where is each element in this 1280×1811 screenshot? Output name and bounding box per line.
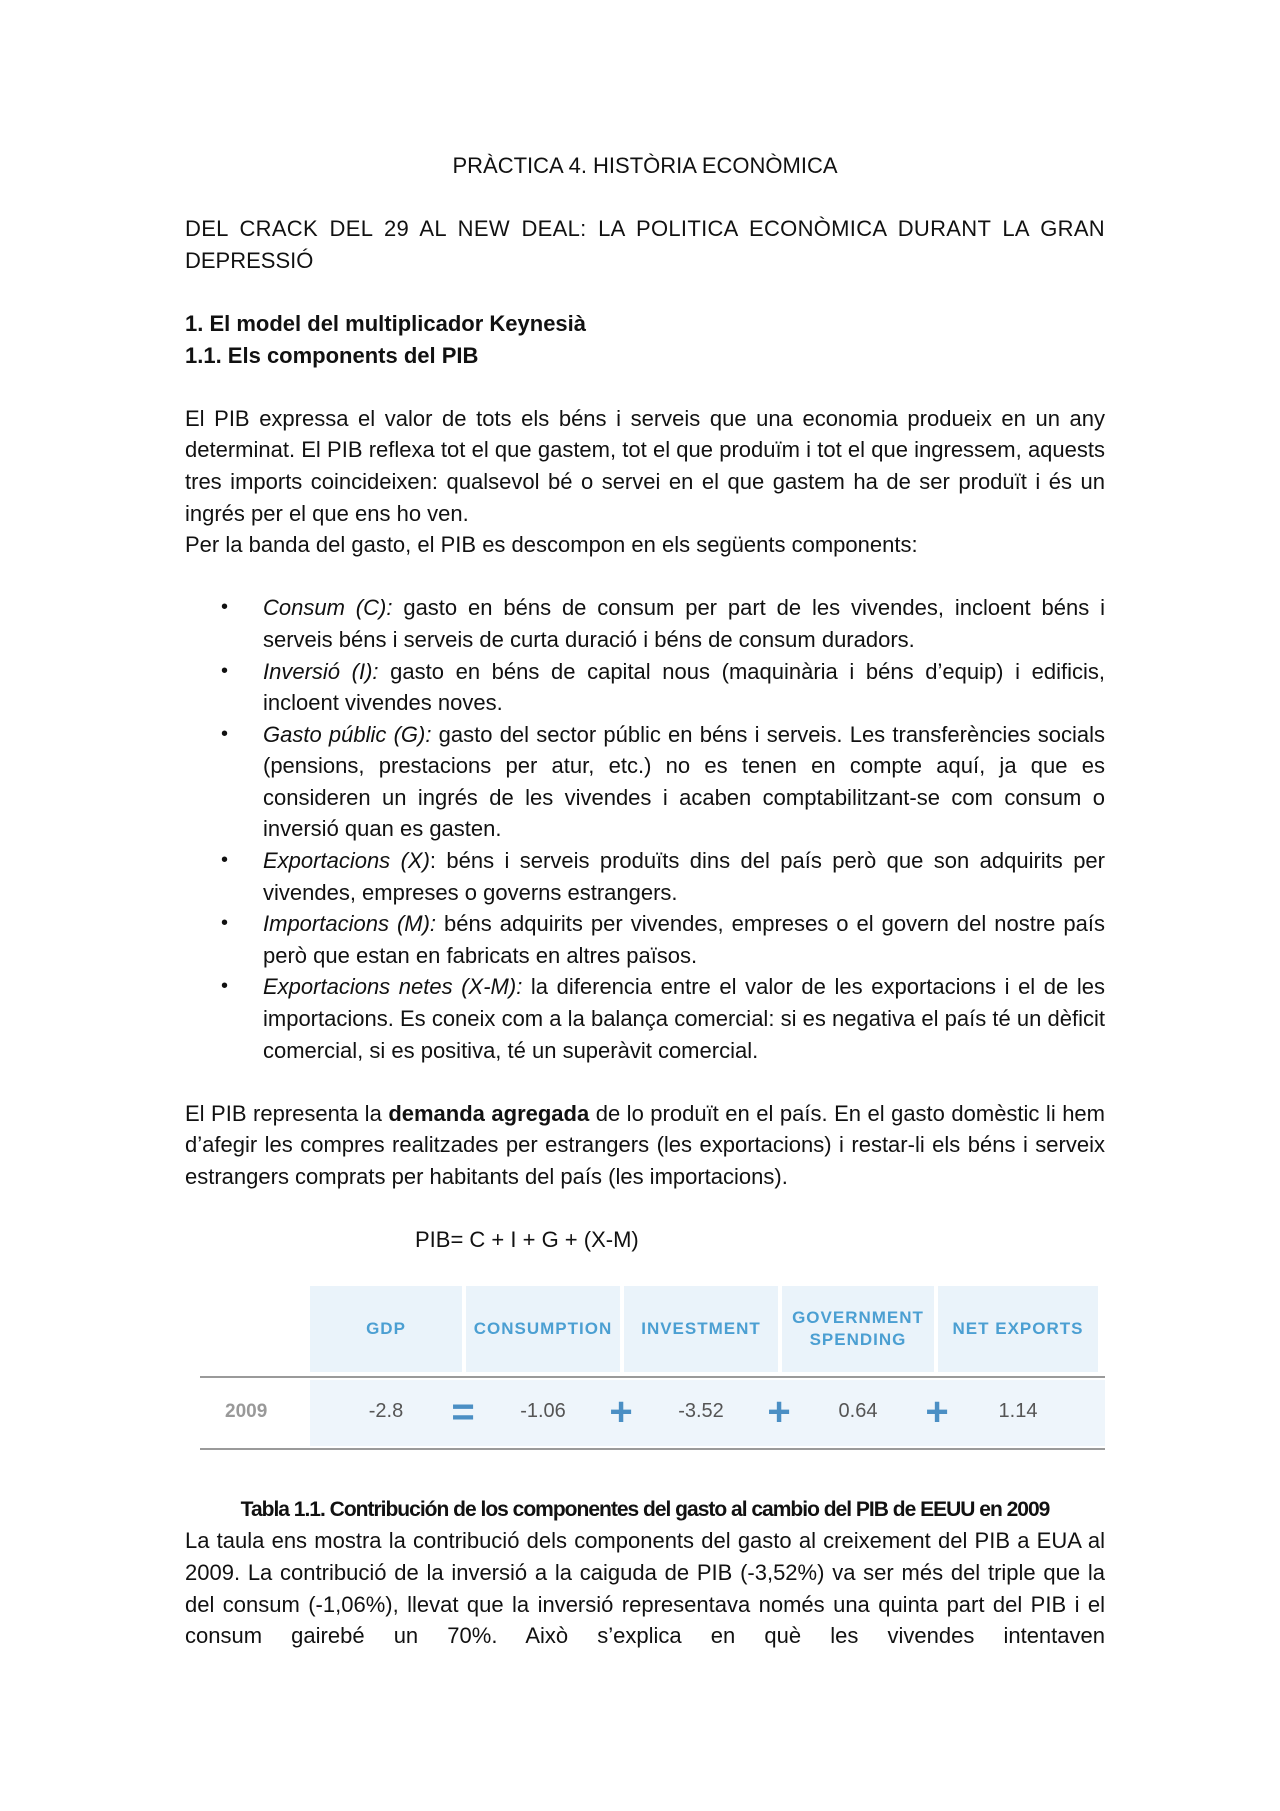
list-item [185,845,1105,908]
page-title: PRÀCTICA 4. HISTÒRIA ECONÒMICA [452,153,838,178]
table-caption: Tabla 1.1. Contribución de los componentes del gasto al cambio del PIB de EEUU en 2009 [240,1497,1050,1521]
list-item-term: Gasto públic (G): [263,721,432,747]
list-item-term: Exportacions (X) [263,848,430,874]
table-header-consumption: CONSUMPTION [466,1286,620,1372]
paragraph-aggregate-demand [185,1098,1105,1193]
table-top-rule [200,1376,1105,1378]
table-year: 2009 [225,1400,268,1422]
bullet-icon: • [221,975,229,998]
value-gdp: -2.8 [368,1399,404,1422]
value-consumption: -1.06 [520,1399,566,1422]
value-government-spending: 0.64 [838,1399,878,1422]
table-header-net-exports: NET EXPORTS [938,1286,1098,1372]
equals-icon: = [451,1389,475,1434]
list-item [185,719,1105,845]
list-item-text: : béns i serveis produïts dins del país però que son adquirits per vivendes, empreses o governs estrangers. [263,848,1105,905]
paragraph-table-analysis: La taula ens mostra la contribució dels components del gasto al creixement del PIB a EUA al 2009. La contribució de la inversió a la caiguda de PIB (-3,52%) va ser més del triple que la del consum (-1,06%), llevat que la inversió representava només una quinta part del PIB i el consum gairebé un 70%. Això s’explica en què les vivendes intentaven [185,1528,1105,1649]
document-body [185,150,1105,1652]
plus-icon: + [767,1389,791,1434]
subsection-heading: 1.1. Els components del PIB [185,342,479,368]
plus-icon: + [925,1389,949,1434]
paragraph-text: El PIB representa la [185,1100,389,1126]
value-net-exports: 1.14 [998,1399,1038,1422]
bullet-icon: • [221,849,229,872]
bullet-icon: • [221,722,229,745]
list-item-term: Consum (C): [263,595,393,621]
paragraph-components-intro: Per la banda del gasto, el PIB es descompon en els següents components: [185,532,918,558]
subtitle-line-2: DEPRESSIÓ [185,247,314,273]
list-item-text: gasto en béns de capital nous (maquinària i béns d’equip) i edificis, incloent vivendes noves. [263,658,1105,716]
table-bottom-rule [200,1448,1105,1450]
plus-icon: + [609,1389,633,1434]
list-item [185,908,1105,971]
components-list [185,592,1105,1066]
list-item-text: gasto del sector públic en béns i serveis. Les transferències socials (pensions, prestacions per atur, etc.) no es tenen en compte aquí, ja que es consideren un ingrés de les vivendes i acaben comptabilitzant-se com consum o inversió quan es gasten. [263,721,1106,842]
bullet-icon: • [221,912,229,935]
section-heading: 1. El model del multiplicador Keynesià [185,310,587,336]
list-item-text: gasto en béns de consum per part de les vivendes, incloent béns i serveis béns i serveis de curta duració i béns de consum duradors. [263,595,1105,652]
value-investment: -3.52 [678,1399,724,1422]
list-item [185,656,1105,719]
table-header-investment: INVESTMENT [624,1286,778,1372]
list-item-term: Inversió (I): [263,658,379,684]
gdp-contribution-table [185,1280,1105,1470]
list-item [185,592,1105,655]
gdp-formula: PIB= C + I + G + (X-M) [415,1227,639,1253]
list-item-term: Exportacions netes (X-M): [263,974,523,1000]
list-item-text: béns adquirits per vivendes, empreses o el govern del nostre país però que estan en fabricats en altres països. [263,911,1105,968]
list-item-term: Importacions (M): [263,911,437,937]
table-header-gdp: GDP [310,1286,462,1372]
bold-term: demanda agregada [388,1100,590,1126]
bullet-icon: • [221,659,229,682]
bullet-icon: • [221,596,229,619]
paragraph-pib-definition: El PIB expressa el valor de tots els béns i serveis que una economia produeix en un any determinat. El PIB reflexa tot el que gastem, tot el que produïm i tot el que ingressem, aquests tres imports coincideixen: qualsevol bé o servei en el que gastem ha de ser produït i és un ingrés per el que ens ho ven. [185,405,1105,526]
table-header-government-spending: GOVERNMENT SPENDING [782,1286,934,1372]
list-item-text: la diferencia entre el valor de les exportacions i el de les importacions. Es coneix com a la balança comercial: si es negativa el país té un dèficit comercial, si es positiva, té un superàvit comercial. [263,974,1106,1063]
paragraph-text: de lo produït en el país. En el gasto domèstic li hem d’afegir les compres realitzades per estrangers (les exportacions) i restar-li els béns i serveix estrangers comprats per habitants del país (les importacions). [185,1100,1105,1189]
list-item [185,971,1105,1066]
subtitle-line-1: DEL CRACK DEL 29 AL NEW DEAL: LA POLITICA ECONÒMICA DURANT LA GRAN [185,216,1105,242]
